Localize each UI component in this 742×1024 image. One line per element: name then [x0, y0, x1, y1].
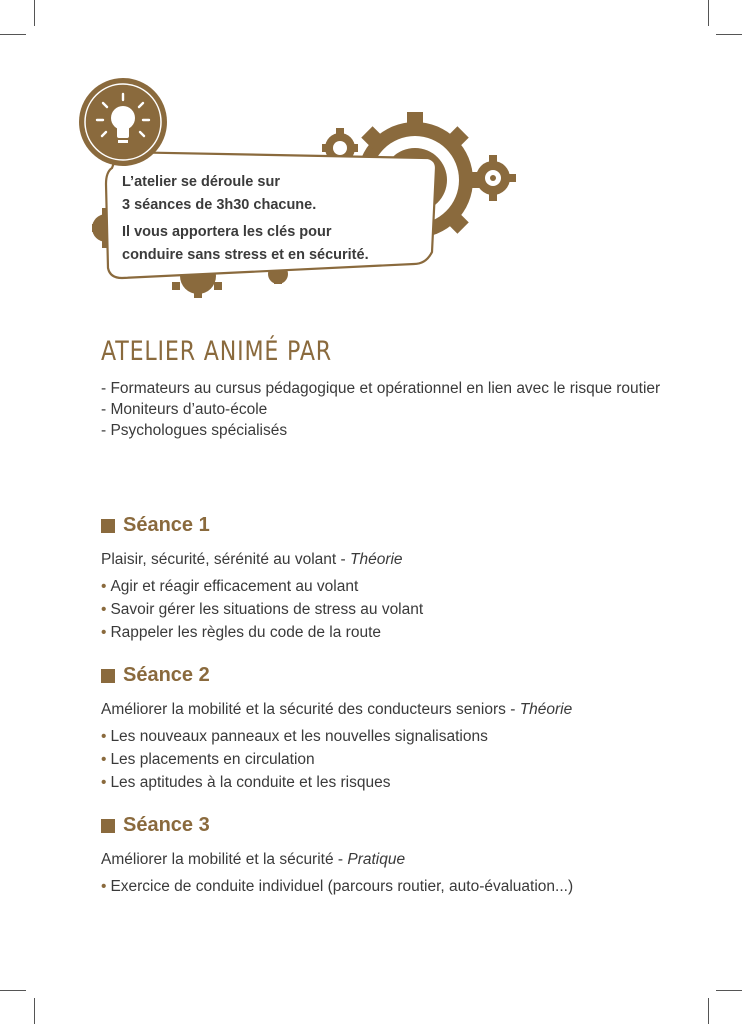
list-item: [101, 575, 681, 598]
seance-subtitle-text: Améliorer la mobilité et la sécurité -: [101, 851, 348, 868]
gear-icon: [470, 155, 516, 201]
atelier-title: ATELIER ANIMÉ PAR: [101, 336, 332, 367]
list-item: [101, 748, 681, 771]
bullet-dot-icon: •: [101, 751, 107, 768]
square-bullet-icon: [101, 669, 115, 683]
square-bullet-icon: [101, 819, 115, 833]
bullet-dot-icon: •: [101, 601, 107, 618]
bullet-text: Les nouveaux panneaux et les nouvelles signalisations: [110, 728, 488, 745]
seance-title-text: Séance 1: [123, 514, 210, 536]
callout-line: L’atelier se déroule sur: [122, 174, 280, 190]
atelier-list: [101, 378, 661, 441]
bullet-dot-icon: •: [101, 624, 107, 641]
seance-subtitle: [101, 551, 681, 569]
seance-title: [101, 514, 681, 537]
seance-subtitle-text: Améliorer la mobilité et la sécurité des conducteurs seniors -: [101, 701, 520, 718]
bullet-text: Les placements en circulation: [110, 751, 315, 768]
seance-2: [101, 664, 681, 794]
seance-1: [101, 514, 681, 644]
seance-mode: Théorie: [349, 551, 403, 568]
crop-mark: [0, 990, 26, 991]
crop-mark: [34, 998, 35, 1024]
crop-mark: [716, 990, 742, 991]
seance-bullets: [101, 875, 681, 898]
lightbulb-icon: [79, 78, 167, 166]
callout-line: conduire sans stress et en sécurité.: [122, 247, 369, 263]
list-item: [101, 771, 681, 794]
list-item: [101, 621, 681, 644]
seance-bullets: [101, 725, 681, 794]
list-item: - Psychologues spécialisés: [101, 422, 288, 439]
list-item: - Formateurs au cursus pédagogique et opérationnel en lien avec le risque routier: [101, 380, 661, 397]
list-item: [101, 875, 681, 898]
bullet-dot-icon: •: [101, 774, 107, 791]
list-item: [101, 725, 681, 748]
seance-title-text: Séance 2: [123, 664, 210, 686]
callout-line: Il vous apportera les clés pour: [122, 224, 332, 240]
bullet-dot-icon: •: [101, 578, 107, 595]
seance-subtitle: [101, 851, 681, 869]
bullet-text: Rappeler les règles du code de la route: [110, 624, 381, 641]
square-bullet-icon: [101, 519, 115, 533]
seance-subtitle-text: Plaisir, sécurité, sérénité au volant -: [101, 551, 350, 568]
seance-3: [101, 814, 681, 898]
bullet-text: Agir et réagir efficacement au volant: [110, 578, 359, 595]
seance-mode: Pratique: [347, 851, 406, 868]
seance-title: [101, 664, 681, 687]
list-item: [101, 598, 681, 621]
callout-illustration: [0, 0, 742, 320]
bullet-dot-icon: •: [101, 878, 107, 895]
seance-bullets: [101, 575, 681, 644]
seance-subtitle: [101, 701, 681, 719]
bullet-dot-icon: •: [101, 728, 107, 745]
seance-mode: Théorie: [519, 701, 573, 718]
callout-text: [122, 172, 432, 268]
callout-line: 3 séances de 3h30 chacune.: [122, 197, 317, 213]
bullet-text: Les aptitudes à la conduite et les risques: [110, 774, 391, 791]
list-item: - Moniteurs d’auto-école: [101, 401, 268, 418]
bullet-text: Savoir gérer les situations de stress au volant: [110, 601, 424, 618]
seance-title: [101, 814, 681, 837]
bullet-text: Exercice de conduite individuel (parcours routier, auto-évaluation...): [110, 878, 574, 895]
seance-title-text: Séance 3: [123, 814, 210, 836]
crop-mark: [708, 998, 709, 1024]
